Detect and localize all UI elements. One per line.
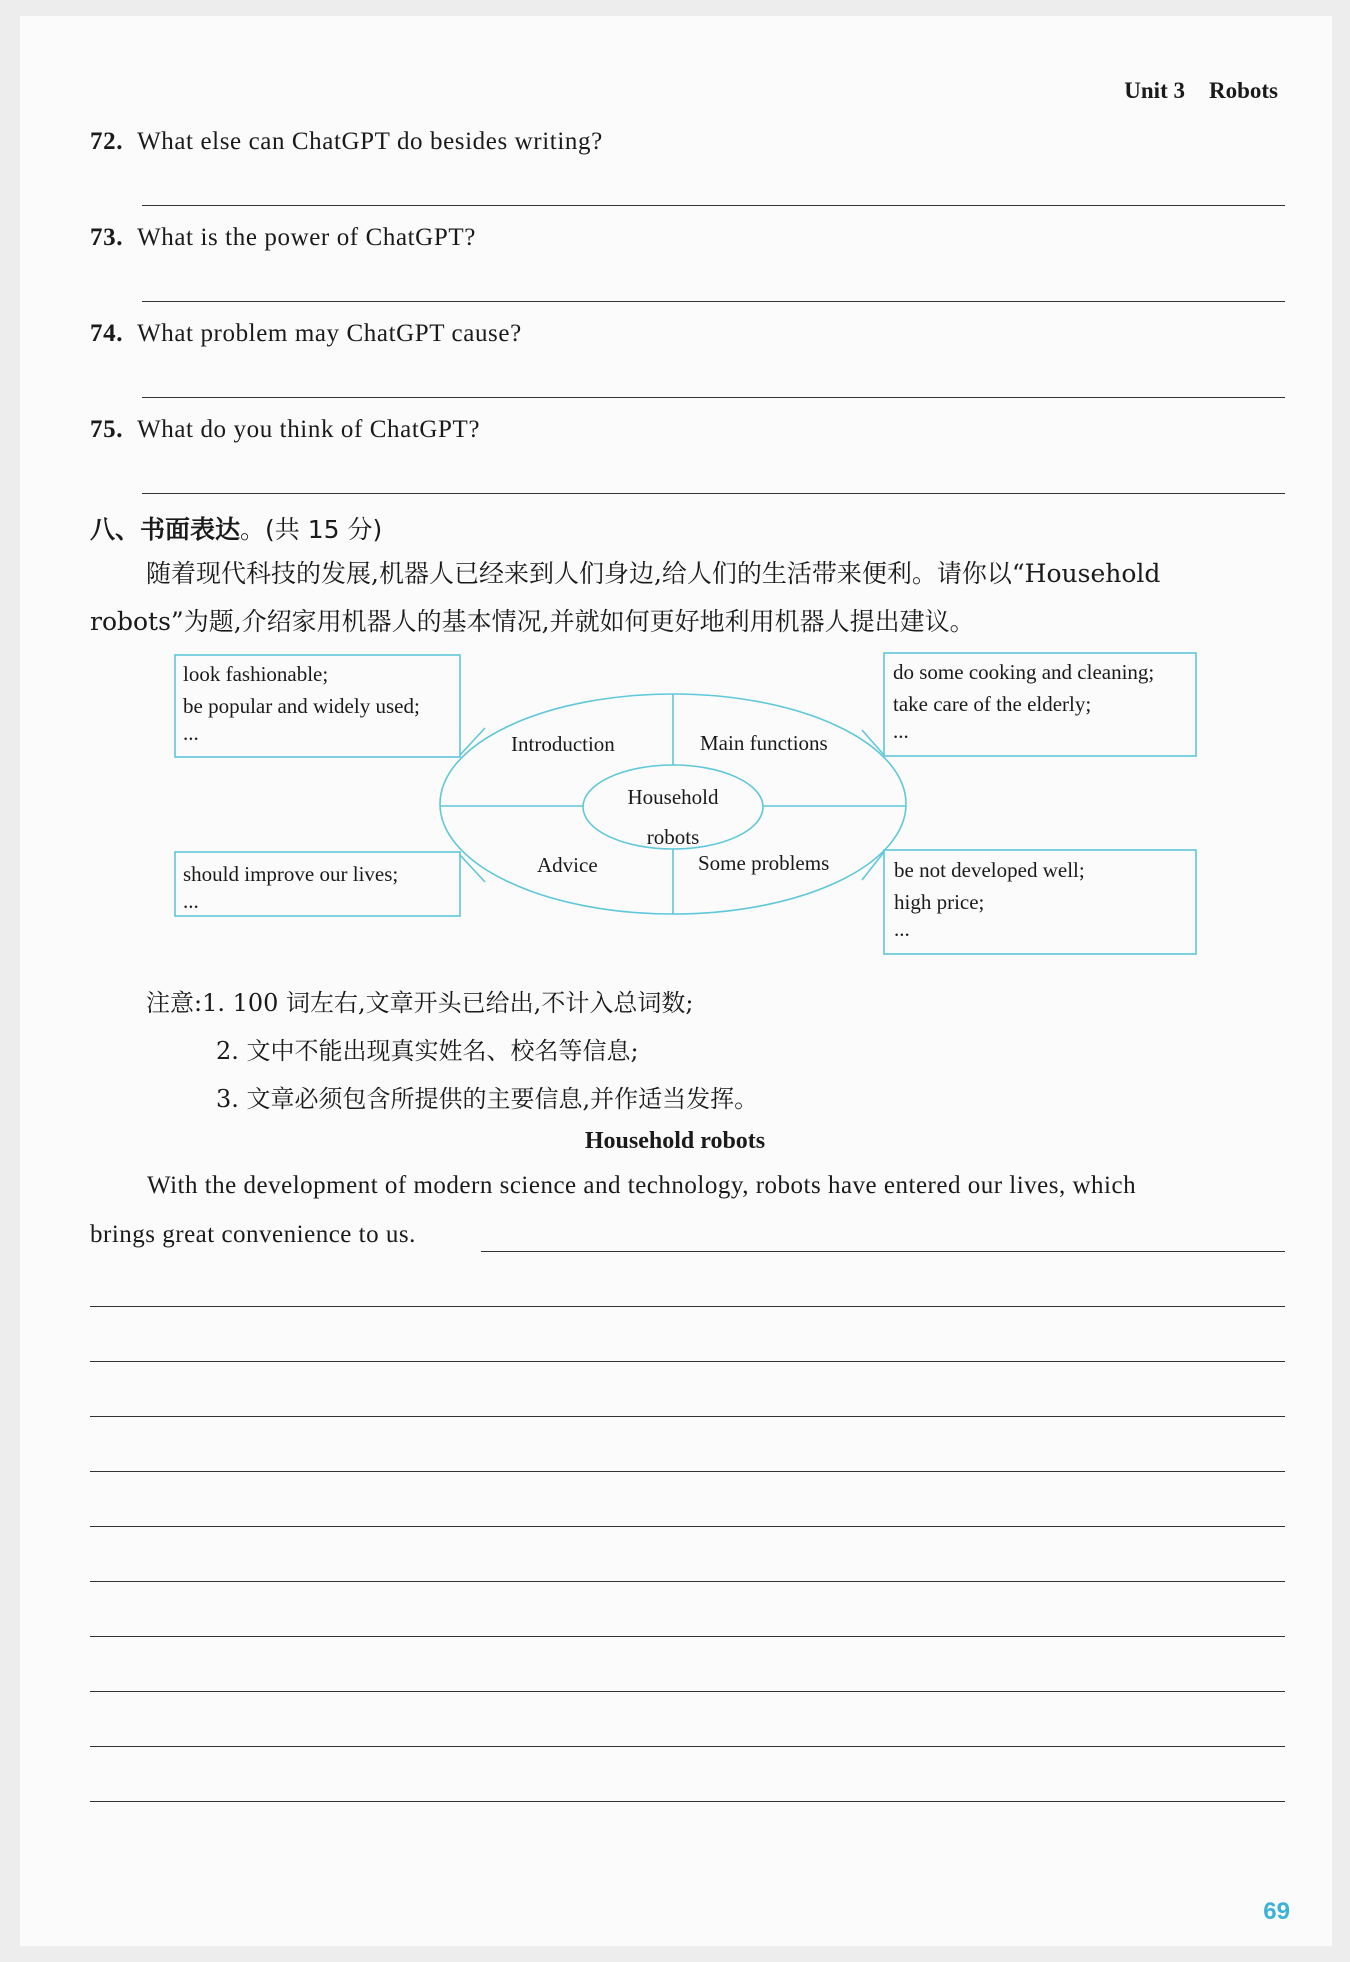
writing-line-8[interactable] (90, 1636, 1285, 1637)
essay-intro-line-2: brings great convenience to us. (90, 1221, 416, 1248)
writing-line-11[interactable] (90, 1801, 1285, 1802)
main-functions-box-text: do some cooking and cleaning; take care of the elderly; ... (893, 660, 1155, 743)
writing-line-10[interactable] (90, 1746, 1285, 1747)
writing-line-3[interactable] (90, 1361, 1285, 1362)
writing-line-4[interactable] (90, 1416, 1285, 1417)
label-main-functions: Main functions (700, 731, 828, 755)
question-number: 72. (90, 128, 124, 155)
writing-line-7[interactable] (90, 1581, 1285, 1582)
question-text: What problem may ChatGPT cause? (137, 320, 522, 347)
note-line-1: 注意:1. 100 词左右,文章开头已给出,不计入总词数; (146, 989, 694, 1017)
some-problems-box-text: be not developed well; high price; ... (894, 858, 1085, 941)
label-advice: Advice (537, 853, 598, 877)
writing-line-6[interactable] (90, 1526, 1285, 1527)
question-text: What is the power of ChatGPT? (137, 224, 476, 251)
label-some-problems: Some problems (698, 851, 830, 875)
unit-title: Robots (1208, 78, 1278, 103)
note-line-3: 3. 文章必须包含所提供的主要信息,并作适当发挥。 (216, 1085, 759, 1113)
prompt-line-2: robots”为题,介绍家用机器人的基本情况,并就如何更好地利用机器人提出建议。 (90, 607, 975, 636)
introduction-box-text: look fashionable; be popular and widely used; ... (183, 662, 420, 745)
question-text: What do you think of ChatGPT? (137, 416, 481, 443)
question-number: 73. (90, 224, 124, 251)
note-line-2: 2. 文中不能出现真实姓名、校名等信息; (216, 1037, 639, 1065)
advice-box-text: should improve our lives; ... (183, 862, 399, 913)
connector-advice (460, 855, 485, 882)
section-score: 。(共 15 分) (240, 515, 383, 544)
center-label: Household robots (627, 785, 719, 849)
writing-line-9[interactable] (90, 1691, 1285, 1692)
writing-line-1[interactable] (481, 1251, 1285, 1252)
question-number: 75. (90, 416, 124, 443)
label-introduction: Introduction (511, 732, 615, 756)
section-heading: 八、书面表达 (90, 515, 241, 544)
unit-label: Unit 3 (1124, 78, 1185, 103)
writing-line-2[interactable] (90, 1306, 1285, 1307)
note-label: 注意: (146, 989, 203, 1017)
essay-intro-line-1: With the development of modern science and technology, robots have entered our lives, which (147, 1172, 1137, 1199)
essay-title: Household robots (584, 1128, 766, 1154)
page-number: 69 (1263, 1898, 1290, 1925)
writing-line-5[interactable] (90, 1471, 1285, 1472)
question-number: 74. (90, 320, 124, 347)
question-text: What else can ChatGPT do besides writing? (137, 128, 603, 155)
prompt-line-1: 随着现代科技的发展,机器人已经来到人们身边,给人们的生活带来便利。请你以“Household (146, 559, 1161, 588)
